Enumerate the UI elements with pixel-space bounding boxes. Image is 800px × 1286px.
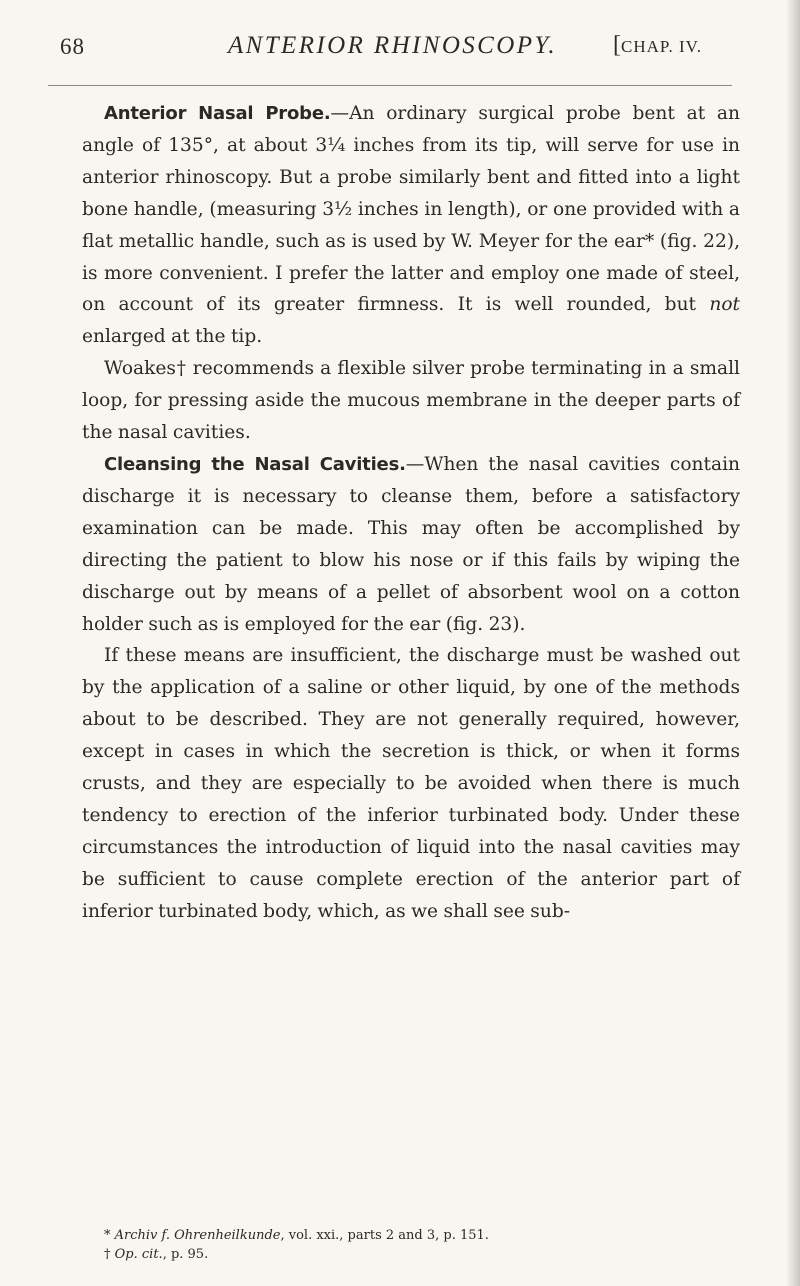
footnote-text: , p. 95. [162, 1247, 209, 1262]
section-heading: Cleansing the Nasal Cavities. [104, 453, 406, 475]
paragraph-insufficient-means [82, 640, 740, 927]
footnote-source: Archiv f. Ohrenheilkunde [114, 1228, 281, 1243]
footnote-mark: * [104, 1228, 115, 1243]
section-heading: Anterior Nasal Probe. [104, 103, 331, 124]
emphasis: not [709, 294, 740, 316]
footnote-text: , vol. xxi., parts 2 and 3, p. 151. [280, 1228, 489, 1243]
chapter-label [613, 32, 702, 59]
header-rule [48, 85, 732, 86]
body-text [82, 98, 740, 928]
running-title: ANTERIOR RHINOSCOPY. [228, 32, 558, 59]
footnote [104, 1226, 744, 1245]
paragraph-woakes [82, 353, 740, 449]
chapter-text: CHAP. IV. [621, 37, 702, 56]
footnotes [104, 1226, 744, 1264]
paragraph-text: —When the nasal cavities contain discharge it is necessary to cleanse them, before a satisfactory examination can be made. This may often be accomplished by directing the patient to blow his nose or if this fails by wiping the discharge out by means of a pellet of absorbent wool on a cotton holder such as is employed for the ear (fig. 23). [82, 453, 740, 635]
paragraph-text: Woakes† recommends a flexible silver probe terminating in a small loop, for pressing aside the mucous membrane in the deeper parts of the nasal cavities. [82, 358, 740, 444]
page-number: 68 [60, 34, 85, 59]
paragraph-anterior-nasal-probe [82, 98, 740, 353]
chapter-bracket: [ [613, 32, 621, 58]
footnote-mark: † [104, 1247, 115, 1262]
footnote-source: Op. cit. [114, 1247, 163, 1262]
page-edge-shadow [786, 0, 800, 1286]
paragraph-text: If these means are insufficient, the discharge must be washed out by the application of a saline or other liquid, by one of the methods about to be described. They are not generally required, however, except in cases in which the secretion is thick, or when it forms crusts, and they are especially to be avoided when there is much tendency to erection of the inferior turbinated body. Under these circumstances the introduction of liquid into the nasal cavities may be sufficient to cause complete erection of the anterior part of inferior turbinated body, which, as we shall see sub- [82, 645, 740, 922]
page-header [60, 30, 750, 74]
paragraph-cleansing [82, 449, 740, 640]
paragraph-text: enlarged at the tip. [82, 326, 263, 348]
footnote [104, 1245, 744, 1264]
paragraph-text: —An ordinary surgical probe bent at an angle of 135°, at about 3¼ inches from its tip, will serve for use in anterior rhinoscopy. But a probe similarly bent and fitted into a light bone handle, (measuring 3½ inches in length), or one provided with a flat metallic handle, such as is used by W. Meyer for the ear* (fig. 22), is more convenient. I prefer the latter and employ one made of steel, on account of its greater firmness. It is well rounded, but [82, 103, 740, 316]
